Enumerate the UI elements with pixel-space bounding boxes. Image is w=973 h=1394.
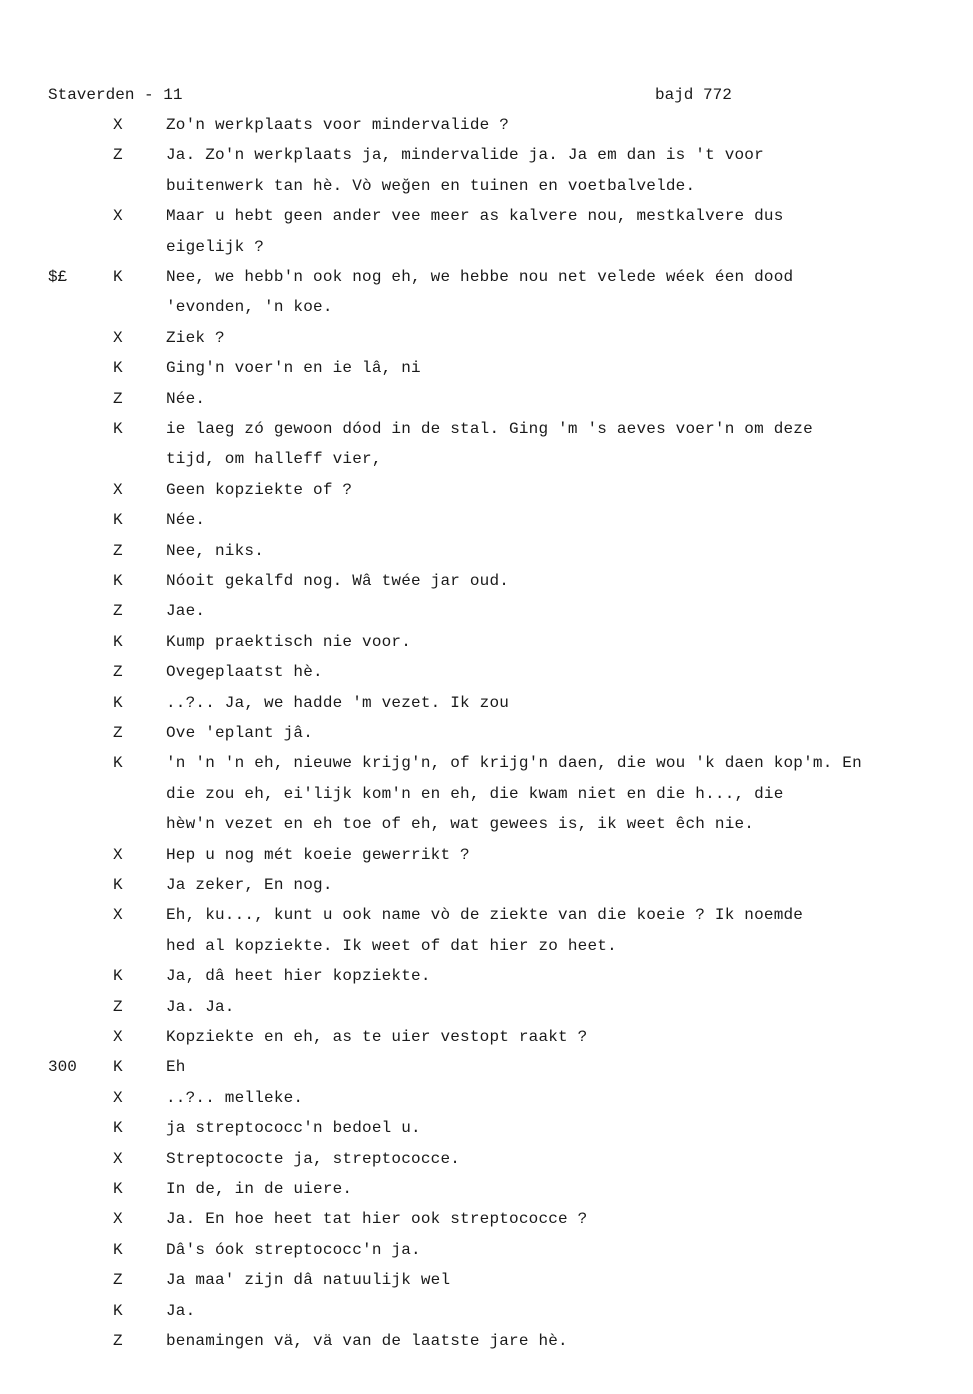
utterance-text: Née. xyxy=(166,389,206,408)
utterance-text: die zou eh, ei'lijk kom'n en eh, die kwam niet en die h..., die xyxy=(166,784,784,803)
speaker-label: Z xyxy=(113,997,123,1016)
transcript-line xyxy=(0,450,973,472)
transcript-line xyxy=(0,1028,973,1050)
utterance-text: ja streptococc'n bedoel u. xyxy=(166,1119,421,1138)
utterance-text: Ziek ? xyxy=(166,328,225,347)
speaker-label: K xyxy=(113,1240,123,1259)
utterance-text: Nóoit gekalfd nog. Wâ twée jar oud. xyxy=(166,572,510,590)
speaker-label: Z xyxy=(113,146,123,165)
utterance-text: Ja, dâ heet hier kopziekte. xyxy=(166,967,431,986)
transcript-line xyxy=(0,1180,973,1202)
transcript-line xyxy=(0,754,973,776)
transcript-line xyxy=(0,1241,973,1263)
utterance-text: Née. xyxy=(166,511,206,530)
transcript-line xyxy=(0,207,973,229)
utterance-text: 'evonden, 'n koe. xyxy=(166,298,333,317)
transcript-line xyxy=(0,1302,973,1324)
transcript-line xyxy=(0,542,973,564)
speaker-label: K xyxy=(113,1301,123,1320)
speaker-label: Z xyxy=(113,389,123,408)
speaker-label: K xyxy=(113,754,123,773)
utterance-text: Ging'n voer'n en ie lâ, ni xyxy=(166,359,421,378)
transcript-line xyxy=(0,937,973,959)
speaker-label: K xyxy=(113,572,123,590)
transcript-line xyxy=(0,906,973,928)
transcript-line xyxy=(0,846,973,868)
utterance-text: Streptococte ja, streptococce. xyxy=(166,1149,461,1168)
transcript-line xyxy=(0,663,973,685)
utterance-text: Ja. xyxy=(166,1301,196,1320)
speaker-label: X xyxy=(113,207,123,226)
transcript-line xyxy=(0,815,973,837)
speaker-label: K xyxy=(113,967,123,986)
utterance-text: benamingen vä, vä van de laatste jare hè. xyxy=(166,1332,568,1350)
utterance-text: Ja. Zo'n werkplaats ja, mindervalide ja. Ja em dan is 't voor xyxy=(166,146,764,165)
utterance-text: Ovegeplaatst hè. xyxy=(166,663,323,682)
utterance-text: tijd, om halleff vier, xyxy=(166,450,382,469)
transcript-line xyxy=(0,633,973,655)
utterance-text: eigelijk ? xyxy=(166,237,265,256)
utterance-text: Hep u nog mét koeie gewerrikt ? xyxy=(166,845,470,864)
utterance-text: Nee, we hebb'n ook nog eh, we hebbe nou net velede wéek éen dood xyxy=(166,268,794,286)
speaker-label: X xyxy=(113,1149,123,1168)
speaker-label: K xyxy=(113,632,123,651)
transcript-line xyxy=(0,1332,973,1354)
utterance-text: Eh xyxy=(166,1058,186,1077)
utterance-text: 'n 'n 'n eh, nieuwe krijg'n, of krijg'n daen, die wou 'k daen kop'm. En xyxy=(166,754,862,773)
transcript-line xyxy=(0,390,973,412)
transcript-line xyxy=(0,724,973,746)
utterance-text: Ja. Ja. xyxy=(166,997,235,1016)
utterance-text: buitenwerk tan hè. Vò weğen en tuinen en voetbalvelde. xyxy=(166,176,696,195)
transcript-line xyxy=(0,1089,973,1111)
speaker-label: K xyxy=(113,1058,123,1077)
utterance-text: hed al kopziekte. Ik weet of dat hier zo heet. xyxy=(166,936,617,955)
speaker-label: K xyxy=(113,1119,123,1138)
utterance-text: hèw'n vezet en eh toe of eh, wat gewees is, ik weet êch nie. xyxy=(166,815,755,834)
speaker-label: X xyxy=(113,845,123,864)
utterance-text: ..?.. Ja, we hadde 'm vezet. Ik zou xyxy=(166,693,510,712)
transcript-line xyxy=(0,602,973,624)
utterance-text: Zo'n werkplaats voor mindervalide ? xyxy=(166,116,510,134)
utterance-text: Geen kopziekte of ? xyxy=(166,480,353,499)
speaker-label: K xyxy=(113,359,123,378)
transcript-line xyxy=(0,1210,973,1232)
speaker-label: X xyxy=(113,1210,123,1229)
transcript-line xyxy=(0,238,973,260)
transcript-line xyxy=(0,1150,973,1172)
speaker-label: X xyxy=(113,328,123,347)
transcript-line xyxy=(0,998,973,1020)
utterance-text: Ja. En hoe heet tat hier ook streptococce ? xyxy=(166,1210,588,1229)
utterance-text: Kopziekte en eh, as te uier vestopt raakt ? xyxy=(166,1028,588,1046)
transcript-line xyxy=(0,1058,973,1080)
speaker-label: K xyxy=(113,420,123,438)
transcript-line xyxy=(0,359,973,381)
speaker-label: Z xyxy=(113,663,123,682)
transcript-line xyxy=(0,785,973,807)
utterance-text: Jae. xyxy=(166,602,206,621)
speaker-label: X xyxy=(113,116,123,134)
transcript-line xyxy=(0,572,973,594)
speaker-label: Z xyxy=(113,1271,123,1290)
speaker-label: Z xyxy=(113,602,123,621)
speaker-label: K xyxy=(113,1180,123,1198)
transcript-line xyxy=(0,420,973,442)
transcript-line xyxy=(0,876,973,898)
utterance-text: In de, in de uiere. xyxy=(166,1180,353,1198)
transcript-line xyxy=(0,481,973,503)
transcript-line xyxy=(0,268,973,290)
transcript-line xyxy=(0,511,973,533)
speaker-label: Z xyxy=(113,1332,123,1350)
utterance-text: ie laeg zó gewoon dóod in de stal. Ging 'm 's aeves voer'n om deze xyxy=(166,420,813,438)
utterance-text: Ja zeker, En nog. xyxy=(166,876,333,894)
utterance-text: ..?.. melleke. xyxy=(166,1088,304,1107)
page-title: Staverden - 11 xyxy=(48,86,183,104)
speaker-label: X xyxy=(113,906,123,925)
transcript-line xyxy=(0,1271,973,1293)
speaker-label: X xyxy=(113,1028,123,1046)
transcript-line xyxy=(0,116,973,138)
utterance-text: Eh, ku..., kunt u ook name vò de ziekte van die koeie ? Ik noemde xyxy=(166,906,804,925)
utterance-text: Dâ's óok streptococc'n ja. xyxy=(166,1240,421,1259)
margin-note: 300 xyxy=(48,1058,77,1077)
transcript-line xyxy=(0,967,973,989)
transcript-line xyxy=(0,298,973,320)
speaker-label: X xyxy=(113,480,123,499)
transcript-line xyxy=(0,694,973,716)
utterance-text: Ja maa' zijn dâ natuulijk wel xyxy=(166,1271,451,1290)
utterance-text: Kump praektisch nie voor. xyxy=(166,632,412,651)
speaker-label: K xyxy=(113,511,123,530)
speaker-label: X xyxy=(113,1088,123,1107)
speaker-label: K xyxy=(113,268,123,286)
speaker-label: Z xyxy=(113,541,123,560)
speaker-label: Z xyxy=(113,724,123,742)
speaker-label: K xyxy=(113,693,123,712)
margin-note: $£ xyxy=(48,268,68,286)
transcript-line xyxy=(0,146,973,168)
speaker-label: K xyxy=(113,876,123,894)
transcript-line xyxy=(0,329,973,351)
transcript-line xyxy=(0,177,973,199)
transcript-line xyxy=(0,1119,973,1141)
tape-number: bajd 772 xyxy=(655,86,732,104)
utterance-text: Nee, niks. xyxy=(166,541,265,560)
utterance-text: Ove 'eplant jâ. xyxy=(166,724,314,742)
utterance-text: Maar u hebt geen ander vee meer as kalvere nou, mestkalvere dus xyxy=(166,207,784,226)
